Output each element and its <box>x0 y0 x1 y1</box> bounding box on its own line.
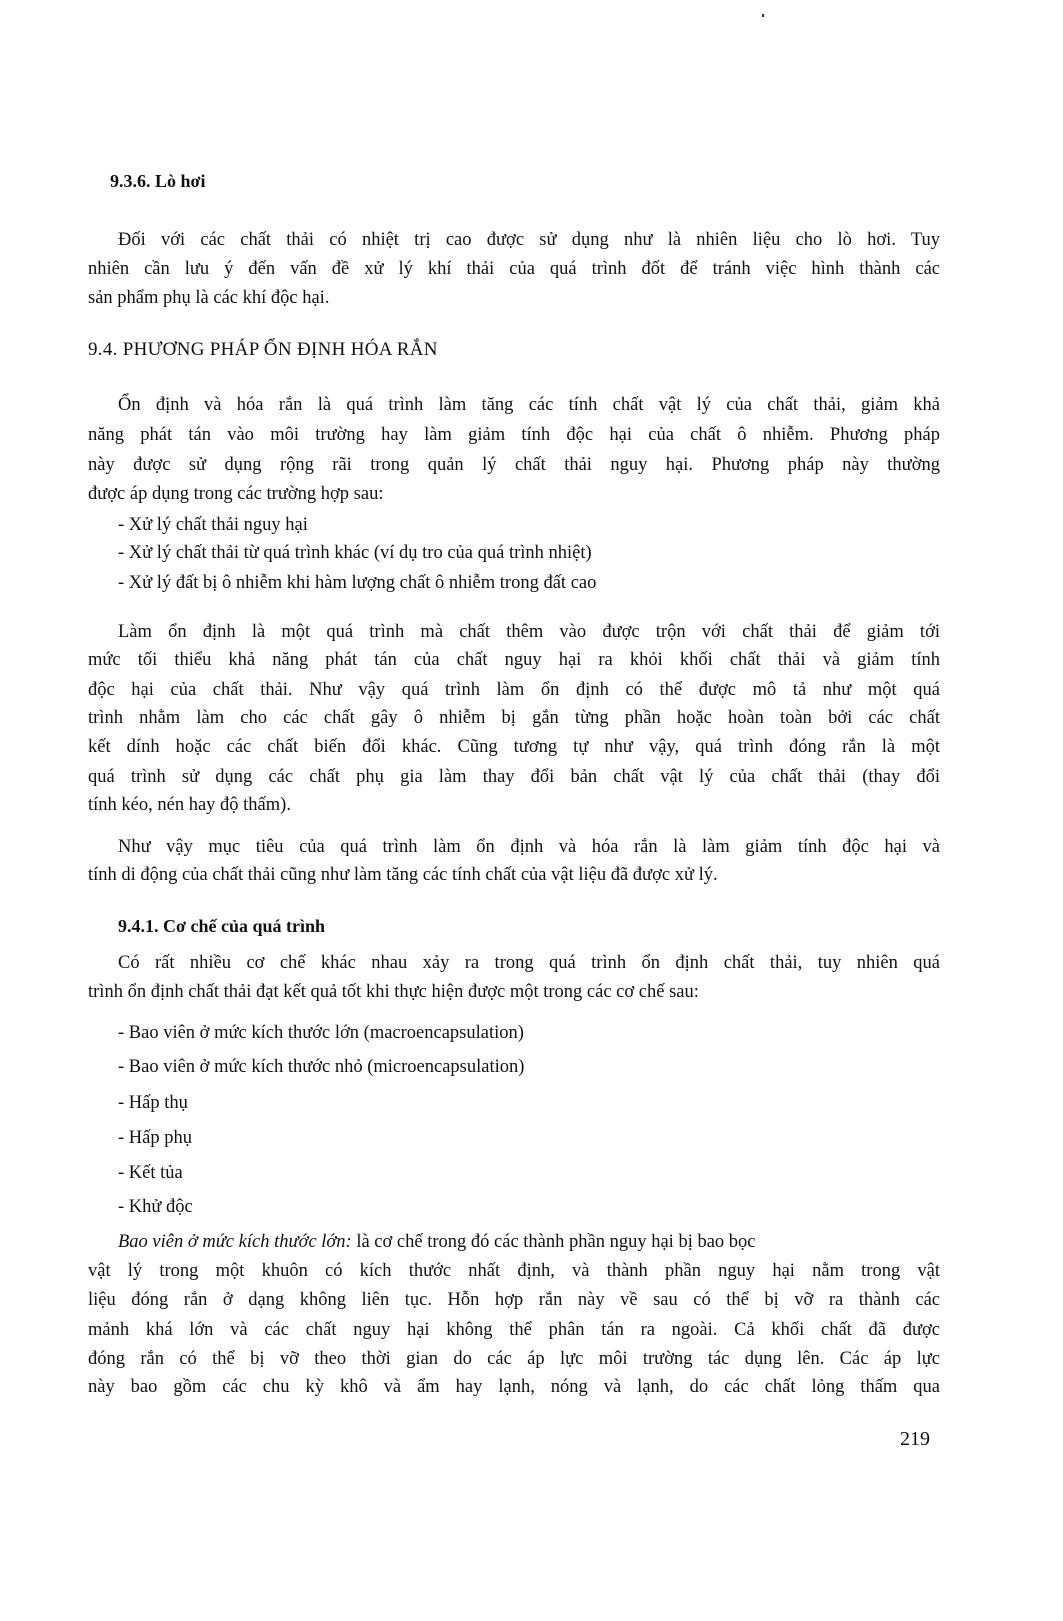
paragraph-line: quá trình sử dụng các chất phụ gia làm thay đổi bản chất vật lý của chất thải (thay đổi <box>88 767 940 787</box>
paragraph-line: Có rất nhiều cơ chế khác nhau xảy ra trong quá trình ổn định chất thải, tuy nhiên quá <box>118 953 940 973</box>
paragraph-line: liệu đóng rắn ở dạng không liên tục. Hỗn hợp rắn này về sau có thể bị vỡ ra thành các <box>88 1290 940 1310</box>
paragraph-line: này được sử dụng rộng rãi trong quản lý chất thải nguy hại. Phương pháp này thường <box>88 455 940 475</box>
paragraph-first-line <box>118 1230 940 1254</box>
paragraph-line: mảnh khá lớn và các chất nguy hại không thể phân tán ra ngoài. Cả khối chất đã được <box>88 1320 940 1340</box>
paragraph-line: nhiên cần lưu ý đến vấn đề xử lý khí thải của quá trình đốt để tránh việc hình thành các <box>88 259 940 279</box>
bullet-item: - Xử lý đất bị ô nhiễm khi hàm lượng chất ô nhiễm trong đất cao <box>118 573 597 593</box>
paragraph-line: mức tối thiểu khả năng phát tán của chất nguy hại ra khỏi khối chất thải và giảm tính <box>88 650 940 670</box>
bullet-item: - Xử lý chất thải nguy hại <box>118 515 308 535</box>
paragraph-line: Làm ổn định là một quá trình mà chất thêm vào được trộn với chất thải để giảm tới <box>118 622 940 642</box>
bullet-item: - Xử lý chất thải từ quá trình khác (ví dụ tro của quá trình nhiệt) <box>118 543 592 563</box>
section-heading-9-3-6: 9.3.6. Lò hơi <box>110 171 206 191</box>
paragraph-line: độc hại của chất thải. Như vậy quá trình làm ổn định có thể được mô tả như một quá <box>88 680 940 700</box>
bullet-item: - Bao viên ở mức kích thước nhỏ (microencapsulation) <box>118 1057 525 1077</box>
bullet-item: - Hấp thụ <box>118 1093 188 1113</box>
definition: là cơ chế trong đó các thành phần nguy hại bị bao bọc <box>351 1232 756 1252</box>
paragraph-line: được áp dụng trong các trường hợp sau: <box>88 484 384 504</box>
bullet-item: - Bao viên ở mức kích thước lớn (macroencapsulation) <box>118 1023 524 1043</box>
paragraph-line: tính kéo, nén hay độ thấm). <box>88 795 291 815</box>
bullet-item: - Hấp phụ <box>118 1128 192 1148</box>
paragraph-line: vật lý trong một khuôn có kích thước nhất định, và thành phần nguy hại nằm trong vật <box>88 1261 940 1281</box>
paragraph-line: kết dính hoặc các chất biến đổi khác. Cũng tương tự như vậy, quá trình đóng rắn là một <box>88 737 940 757</box>
paragraph-line: trình nhằm làm cho các chất gây ô nhiễm bị gắn từng phần hoặc hoàn toàn bởi các chất <box>88 708 940 728</box>
section-heading-9-4-1: 9.4.1. Cơ chế của quá trình <box>118 916 325 936</box>
paragraph-line: Như vậy mục tiêu của quá trình làm ổn định và hóa rắn là làm giảm tính độc hại và <box>118 837 940 857</box>
bullet-item: - Khử độc <box>118 1197 193 1217</box>
page-number: 219 <box>900 1428 930 1450</box>
paragraph-line: này bao gồm các chu kỳ khô và ẩm hay lạnh, nóng và lạnh, do các chất lỏng thấm qua <box>88 1377 940 1397</box>
bullet-item: - Kết tủa <box>118 1163 183 1183</box>
paragraph-line: trình ổn định chất thải đạt kết quả tốt khi thực hiện được một trong các cơ chế sau: <box>88 982 699 1002</box>
term: Bao viên ở mức kích thước lớn: <box>118 1232 352 1252</box>
paragraph-line: sản phẩm phụ là các khí độc hại. <box>88 288 330 308</box>
paragraph-line: tính di động của chất thải cũng như làm tăng các tính chất của vật liệu đã được xử lý. <box>88 865 718 885</box>
scan-speck <box>762 14 764 17</box>
paragraph-line: năng phát tán vào môi trường hay làm giảm tính độc hại của chất ô nhiễm. Phương pháp <box>88 425 940 445</box>
paragraph-line: đóng rắn có thể bị vỡ theo thời gian do các áp lực môi trường tác dụng lên. Các áp lực <box>88 1349 940 1369</box>
paragraph-line: Đối với các chất thải có nhiệt trị cao được sử dụng như là nhiên liệu cho lò hơi. Tuy <box>118 230 940 250</box>
section-heading-9-4: 9.4. PHƯƠNG PHÁP ỔN ĐỊNH HÓA RẮN <box>88 339 438 360</box>
paragraph-line: Ổn định và hóa rắn là quá trình làm tăng các tính chất vật lý của chất thải, giảm khả <box>118 395 940 415</box>
